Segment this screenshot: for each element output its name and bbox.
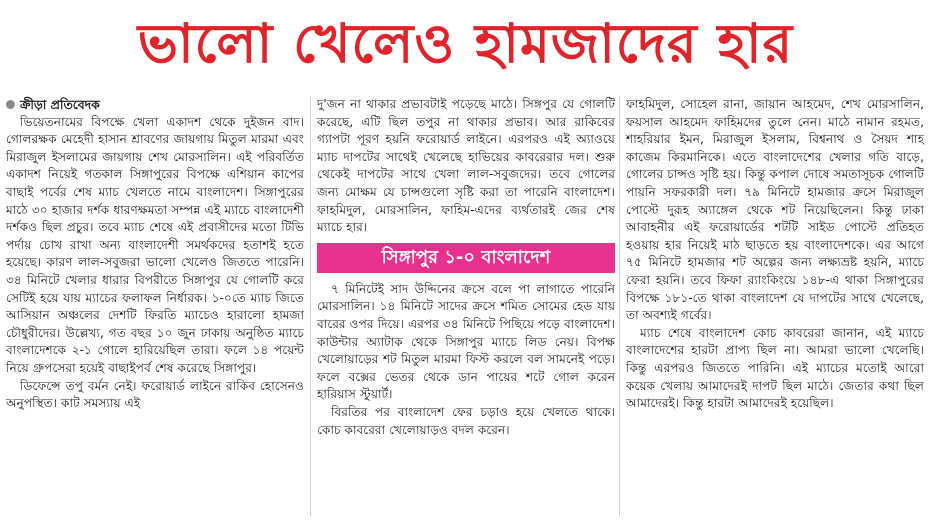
paragraph: বিরতির পর বাংলাদেশ ফের চড়াও হয়ে খেলতে থাকে। কোচ কাবরেরা খেলোয়াড়ও বদল করেন। — [317, 404, 615, 437]
bullet-icon — [6, 100, 15, 109]
column-divider — [310, 96, 311, 516]
article-column-1 — [6, 96, 304, 413]
paragraph: ভিয়েতনামের বিপক্ষে খেলা একাদশ থেকে দুইজন বাদ। গোলরক্ষক মেহেদী হাসান শ্রাবণের জায়গায় মিতুল মারমা এবং মিরাজুল ইসলামের জায়গায় শেখ মোরসালিন। এই পরিবর্তিত একাদশ নিয়েই গতকাল সিঙ্গাপুরের বিপক্ষে এশিয়ান কাপের বাছাই পর্বের শেষ ম্যাচ খেলতে নামে বাংলাদেশ। সিঙ্গাপুরের মাঠে ৩০ হাজার দর্শক ধারণক্ষমতা সম্পন্ন এই ম্যাচে বাংলাদেশী দর্শকও ছিল প্রচুর। তবে ম্যাচ শেষে এই প্রবাসীদের মতো টিভি পর্দায় চোখ রাখা অন্য বাংলাদেশী সমর্থকদের হতাশই হতে হয়েছে। কারণ লাল-সবুজরা ভালো খেলেও জিততে পারেনি। ৩৪ মিনিটে খেলার ধারার বিপরীতে সিঙ্গাপুর যে গোলটি করে সেটিই হয়ে যায় ম্যাচের ফলাফল নির্ধারক। ১-০তে ম্যাচ জিতে আসিয়ান অঞ্চলের দেশটি ফিরতি ম্যাচেও হারালো হামজা চৌধুরীদের। উল্লেখ্য, গত বছর ১০ জুন ঢাকায় অনুষ্ঠিত ম্যাচে বাংলাদেশকে ২-১ গোলে হারিয়েছিল তারা। ফলে ১৪ পয়েন্ট নিয়ে গ্রুপসেরা হয়েই বাছাইপর্ব শেষ করেছে সিঙ্গাপুর। — [6, 114, 304, 375]
article-column-3 — [626, 96, 924, 413]
paragraph: ফাহমিদুল, সোহেল রানা, জায়ান আহমেদ, শেখ মোরসালিন, ফয়সাল আহমেদ ফাহিমদের তুলে নেন। মাঠে নামান রহমত, শাহরিয়ার ইমন, মিরাজুল ইসলাম, বিশ্বনাথ ও সৈয়দ শাহ কাজেম কিরমানিকে। এতে বাংলাদেশের খেলার গতি বাড়ে, গোলের চান্সও সৃষ্টি হয়। কিন্তু কপাল দোষে সমতাসূচক গোলটি পায়নি সফরকারী দল। ৭৯ মিনিটে হামজার ক্রসে মিরাজুল পোস্টে দুরূহ অ্যাঙ্গেল থেকে শট নিয়েছিলেন। কিন্তু ঢাকা আবাহনীর এই ফরোয়ার্ডের শটটি সাইড পোস্টে প্রতিহত হওয়ায় হার নিয়েই মাঠ ছাড়তে হয় বাংলাদেশকে। এর আগে ৭৫ মিনিটে হামজার শট অল্পের জন্য লক্ষ্যভ্রষ্ট হয়নি, ম্যাচে ফেরা হয়নি। তবে ফিফা র‍্যাংকিংয়ে ১৪৮-এ থাকা সিঙ্গাপুরের বিপক্ষে ১৮১-তে থাকা বাংলাদেশ যে দাপটের সাথে খেলেছে, তা অবশ্যই গর্বের। — [626, 97, 924, 323]
byline-text: ক্রীড়া প্রতিবেদক — [20, 97, 100, 112]
paragraph: দু'জন না থাকার প্রভাবটাই পড়েছে মাঠে। সিঙ্গপুর যে গোলটি করেছে, এটি ছিল তপুর না থাকার প্রভাব। আর রাকিবের গ্যাপটা পূরণ হয়নি ফরোয়ার্ড লাইনে। এরপরও এই অ্যাওয়ে ম্যাচ দাপটের সাথেই খেলেছে হাভিয়ের কাবরেরার দল। শুরু থেকেই দাপটের সাথে খেলা লাল-সবুজদের। তবে গোলের জন্য মোক্ষম যে চান্সগুলো সৃষ্টি করা তা পারেনি বাংলাদেশ। ফাহমিদুল, মোরসালিন, ফাহিম-এদের ব্যর্থতারই জের শেষ ম্যাচে হার। — [317, 97, 615, 235]
column-divider — [619, 96, 620, 516]
paragraph: ৭ মিনিটেই সাদ উদ্দিনের ক্রসে বলে পা লাগাতে পারেনি মোরসালিন। ১৪ মিনিটে সাদের ক্রসে শমিত সোমের হেড যায় বারের ওপর দিয়ে। এরপর ৩৪ মিনিটে পিছিয়ে পড়ে বাংলাদেশ। কাউন্টার অ্যাটাক থেকে সিঙ্গাপুর ম্যাচে লিড নেয়। বিপক্ষ খেলোয়াড়ের শট মিতুল মারমা ফিস্ট করলে বল সামনেই পড়ে। ফলে বক্সের ভেতর থেকে ডান পায়ের শটে গোল করেন হারিয়াস স্টুয়ার্ট। — [317, 281, 615, 402]
score-subhead: সিঙ্গাপুর ১-০ বাংলাদেশ — [317, 243, 615, 273]
article-column-2 — [317, 96, 615, 439]
paragraph: ডিফেন্সে তপু বর্মন নেই। ফরোয়ার্ড লাইনে রাকিব হোসেনও অনুপস্থিত। কাট সমস্যায় এই — [6, 378, 304, 411]
paragraph: ম্যাচ শেষে বাংলাদেশ কোচ কাবরেরা জানান, এই ম্যাচে বাংলাদেশের হারটা প্রাপ্য ছিল না। আমরা ভালো খেলেছি। কিন্তু এরপরও জিততে পারিনি। এই ম্যাচের মতোই আরো কয়েক খেলায় আমাদেরই দাপট ছিল মাঠে। জেতার কথা ছিল আমাদেরই। কিন্তু হারটা আমাদেরই হয়েছিল। — [626, 325, 924, 411]
headline: ভালো খেলেও হামজাদের হার — [137, 12, 794, 75]
byline — [6, 96, 304, 114]
